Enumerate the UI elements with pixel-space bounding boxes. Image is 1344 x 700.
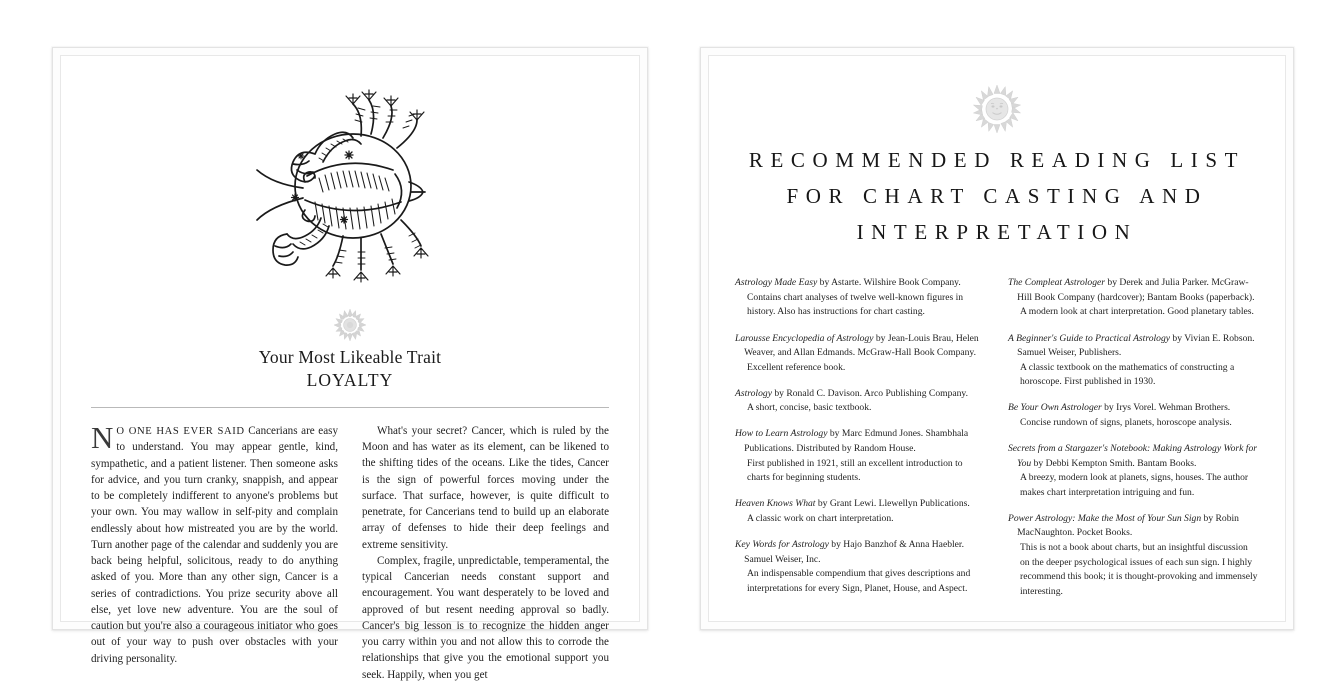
entry-reference (1008, 332, 1259, 361)
entry-title: Be Your Own Astrologer (1008, 402, 1102, 414)
entry-publisher: by Jean-Louis Brau, Helen Weaver, and Allan Edmands. McGraw-Hall Book Company. (744, 332, 979, 359)
body-text-column-1 (91, 419, 338, 667)
entry-publisher: by Vivian E. Robson. Samuel Weiser, Publishers. (1017, 332, 1255, 359)
entry-title: Secrets from a Stargazer's Notebook: Making Astrology Work for You (1008, 443, 1257, 469)
paragraph: Complex, fragile, unpredictable, temperamental, the typical Cancerian needs constant support and encouragement. You want desperately to be loved and approved of but resent needing approval so badly. Cancer's big lesson is to recognize the hidden anger you carry within you and not allow this to corrode the relationships that give you the emotional support you seek. Happily, when you get (362, 554, 609, 681)
bibliography-entry (1008, 512, 1259, 599)
bibliography-column-2 (1008, 276, 1259, 610)
title-line-2: FOR CHART CASTING AND (786, 184, 1208, 209)
bibliography-entry (1008, 401, 1259, 430)
bibliography-entry (735, 497, 986, 526)
entry-reference (735, 538, 986, 567)
paragraph: What's your secret? Cancer, which is ruled by the Moon and has water as its element, can be likened to the shifting tides of the oceans. Like the tides, Cancer is the sign of powerful forces moving under the surface. That surface, however, is quite difficult to penetrate, for Cancerians tend to build up an elaborate array of defenses to hide their deep feelings and extreme sensitivity. (362, 424, 609, 551)
entry-note: A short, concise, basic textbook. (747, 402, 872, 414)
drop-cap: N (91, 419, 114, 455)
entry-publisher: by Ronald C. Davison. Arco Publishing Company. (771, 387, 969, 399)
entry-note: First published in 1921, still an excellent introduction to charts for beginning students. (747, 457, 963, 484)
sun-star-ornament (61, 308, 639, 342)
right-page-inner-border (708, 55, 1286, 622)
entry-note: A modern look at chart interpretation. Good planetary tables. (1020, 306, 1254, 318)
right-page-body (709, 56, 1285, 621)
entry-reference (1008, 276, 1259, 305)
entry-title: Heaven Knows What (735, 498, 816, 510)
entry-reference (735, 276, 986, 291)
entry-reference (1008, 401, 1259, 416)
entry-note: Contains chart analyses of twelve well-known figures in history. Also has instructions for chart casting. (747, 291, 964, 318)
trait-lead-text: Your Most Likeable Trait (258, 347, 442, 367)
text-column-2 (362, 423, 609, 683)
entry-publisher: by Hajo Banzhof & Anna Haebler. Samuel Weiser, Inc. (744, 538, 964, 565)
bibliography-entry (1008, 332, 1259, 390)
entry-title: Astrology Made Easy (735, 277, 818, 289)
entry-title: Astrology (735, 387, 772, 399)
right-page (700, 47, 1294, 630)
entry-reference (735, 387, 986, 402)
entry-publisher: by Marc Edmund Jones. Shambhala Publications. Distributed by Random House. (744, 428, 969, 455)
body-text-column-2 (362, 423, 609, 683)
entry-title: The Compleat Astrologer (1008, 277, 1106, 289)
bibliography-entry (735, 387, 986, 416)
entry-reference (735, 497, 986, 512)
paragraph-text: Cancerians are easy to understand. You may appear gentle, kind, sympathetic, and a patient listener. Then someone asks for advice, and you turn cranky, snappish, and appear to be completely indifferent to anyone's problems but your own. You may wallow in self-pity and complain endlessly about how mistreated you are by the world. Turn another page of the calendar and suddenly you are back being helpful, solicitous, ready to do anything asked of you. More than any other sign, Cancer is a series of contradictions. You prize security above all else, yet love new adventure. You are the soul of caution but you're also a courageous initiator who goes out of your way to push over obstacles with your driving personality. (91, 424, 338, 665)
entry-reference (735, 332, 986, 361)
entry-note: Concise rundown of signs, planets, horoscope analysis. (1020, 416, 1232, 428)
bibliography-entry (735, 538, 986, 596)
entry-publisher: by Debbi Kempton Smith. Bantam Books. (1031, 457, 1197, 469)
left-page-body (61, 56, 639, 681)
page-title (709, 136, 1285, 250)
bibliography-column-1 (735, 276, 986, 610)
entry-note: An indispensable compendium that gives descriptions and interpretations for every Sign, Planet, House, and Aspect. (747, 568, 971, 594)
trait-heading (61, 346, 639, 393)
entry-note: Excellent reference book. (747, 361, 846, 373)
bibliography-entry (1008, 276, 1259, 320)
bibliography-entry (735, 332, 986, 376)
entry-publisher: by Irys Vorel. Wehman Brothers. (1101, 402, 1231, 414)
paragraph (91, 419, 338, 667)
entry-title: Larousse Encyclopedia of Astrology (735, 332, 874, 344)
entry-reference (735, 427, 986, 456)
title-line-1: RECOMMENDED READING LIST (748, 148, 1246, 172)
left-page-inner-border (60, 55, 640, 681)
bibliography-entry (735, 276, 986, 320)
left-page (52, 47, 648, 681)
cancer-crab-illustration (61, 56, 639, 308)
entry-title: A Beginner's Guide to Practical Astrology (1008, 332, 1171, 344)
bibliography-entry (1008, 442, 1259, 500)
sun-face-ornament (709, 56, 1285, 136)
entry-reference (1008, 442, 1259, 471)
text-column-1 (91, 419, 338, 683)
left-page-text-columns (61, 408, 639, 683)
entry-publisher: by Robin MacNaughton. Pocket Books. (1017, 512, 1239, 539)
opening-small-caps: O ONE HAS EVER SAID (116, 425, 245, 437)
entry-reference (1008, 512, 1259, 541)
entry-note: A classic work on chart interpretation. (747, 512, 894, 524)
entry-title: Power Astrology: Make the Most of Your Sun Sign (1008, 512, 1202, 524)
title-line-3: INTERPRETATION (856, 220, 1138, 245)
entry-publisher: by Astarte. Wilshire Book Company. (817, 277, 961, 289)
entry-note: A classic textbook on the mathematics of constructing a horoscope. First published in 1930. (1020, 361, 1235, 388)
entry-publisher: by Grant Lewi. Llewellyn Publications. (815, 498, 970, 510)
trait-name-text: LOYALTY (306, 370, 394, 391)
entry-title: How to Learn Astrology (735, 428, 828, 440)
entry-title: Key Words for Astrology (735, 538, 829, 550)
bibliography-entry (735, 427, 986, 485)
entry-note: This is not a book about charts, but an insightful discussion on the deeper psychological issues of each sun sign. I highly recommend this book; it is thought-provoking and immensely interesting. (1020, 542, 1258, 597)
bibliography-columns (709, 250, 1285, 610)
entry-note: A breezy, modern look at planets, signs, houses. The author makes chart interpretation intriguing and fun. (1020, 472, 1249, 498)
entry-publisher: by Derek and Julia Parker. McGraw-Hill Book Company (hardcover); Bantam Books (paperback). (1017, 277, 1255, 303)
